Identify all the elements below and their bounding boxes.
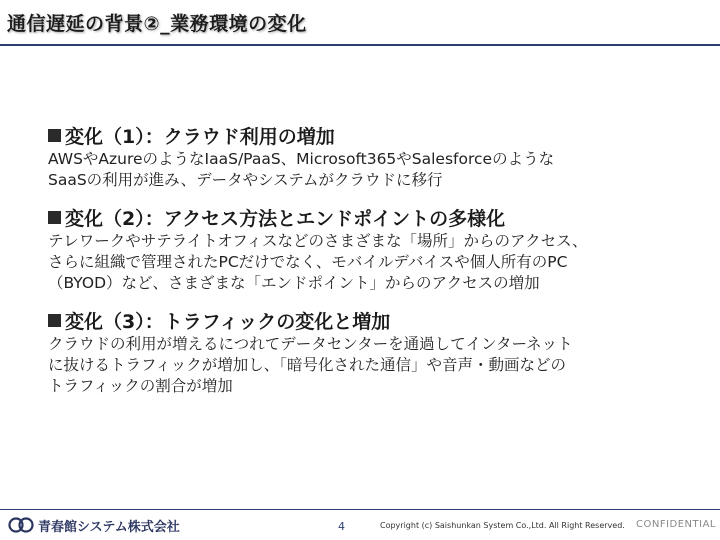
footer-divider [0,509,720,510]
company-name: 青春館システム株式会社 [38,519,180,535]
body-line: AWSやAzureのようなIaaS/PaaS、Microsoft365やSalesforceのような [48,150,555,168]
copyright-text: Copyright (c) Saishunkan System Co.,Ltd. All Right Reserved. [380,521,625,530]
square-bullet-icon [48,211,61,224]
title-divider [0,44,720,46]
footer-logo [8,515,180,535]
body-line: テレワークやサテライトオフィスなどのさまざまな「場所」からのアクセス、 [48,232,588,250]
square-bullet-icon [48,314,61,327]
section-heading-text: 変化（1）：クラウド利用の増加 [65,125,335,148]
body-line: に抜けるトラフィックが増加し、「暗号化された通信」や音声・動画などの [48,356,567,374]
body-line: SaaSの利用が進み、データやシステムがクラウドに移行 [48,171,443,189]
body-line: トラフィックの割合が増加 [48,377,233,395]
body-line: （BYOD）など、さまざまな「エンドポイント」からのアクセスの増加 [48,274,540,292]
section-3 [48,306,698,397]
section-heading [48,121,698,149]
slide-content [48,121,698,409]
body-line: さらに組織で管理されたPCだけでなく、モバイルデバイスや個人所有のPC [48,253,568,271]
section-heading-text: 変化（3）：トラフィックの変化と増加 [65,310,391,333]
confidential-label: CONFIDENTIAL [636,519,717,530]
company-logo-icon [8,515,34,535]
page-number: 4 [338,520,345,533]
section-heading-text: 変化（2）：アクセス方法とエンドポイントの多様化 [65,207,506,230]
body-line: クラウドの利用が増えるにつれてデータセンターを通過してインターネット [48,335,573,353]
section-2 [48,203,698,294]
section-1 [48,121,698,191]
square-bullet-icon [48,129,61,142]
section-heading [48,203,698,231]
section-heading [48,306,698,334]
slide-title: 通信遅延の背景②_業務環境の変化 [7,13,307,35]
